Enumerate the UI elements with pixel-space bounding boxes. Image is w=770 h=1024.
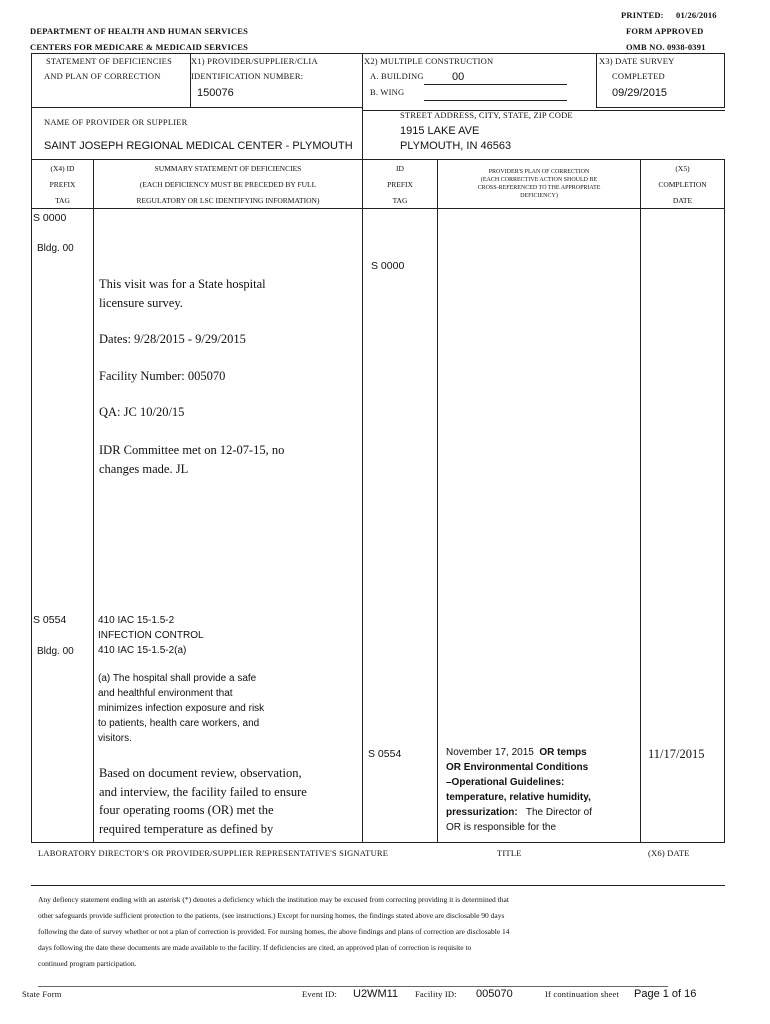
x4-id-header: (X4) ID PREFIX TAG [49, 164, 76, 205]
building-label: A. BUILDING [370, 71, 424, 81]
address-line-2: PLYMOUTH, IN 46563 [400, 140, 512, 152]
x1-identification-label: IDENTIFICATION NUMBER: [191, 71, 304, 81]
summary-statement-header: SUMMARY STATEMENT OF DEFICIENCIES (EACH DEFICIENCY MUST BE PRECEDED BY FULL REGULATORY OR LSC IDENTIFYING INFORMATION) [136, 164, 320, 205]
bldg-label: Bldg. 00 [37, 646, 74, 657]
x2-construction-label: X2) MULTIPLE CONSTRUCTION [364, 56, 494, 66]
omb-number: OMB NO. 0938-0391 [626, 42, 706, 52]
centers-title: CENTERS FOR MEDICARE & MEDICAID SERVICES [30, 42, 249, 52]
signature-label: LABORATORY DIRECTOR'S OR PROVIDER/SUPPLIER REPRESENTATIVE'S SIGNATURE [38, 848, 389, 858]
provider-id-value: 150076 [197, 87, 234, 99]
bldg-label: Bldg. 00 [37, 243, 74, 254]
title-label: TITLE [497, 848, 522, 858]
building-underline [424, 84, 567, 85]
form-approved: FORM APPROVED [626, 26, 704, 36]
state-form-label: State Form [22, 989, 62, 999]
printed-date: 01/26/2016 [676, 10, 717, 20]
wing-label: B. WING [370, 87, 405, 97]
address-line-1: 1915 LAKE AVE [400, 125, 480, 137]
disclaimer-text: Any defiency statement ending with an asterisk (*) denotes a deficiency which the institution may be excused from correcting providing it is determined that other safeguards provide sufficient protection to the patients. (see instructions.) Except for nursing homes, the findings stated above are disclosable 90 days following the date of survey whether or not a plan of correction is provided. For nursing homes, the above findings and plans of correction are disclosable 14 days following the date these documents are made available to the facility. If deficiencies are cited, an approved plan of correction is requisite to continued program participation. [38, 895, 510, 968]
page-number: Page 1 of 16 [634, 988, 697, 1000]
printed-label: PRINTED: [621, 10, 664, 20]
visit-statement: This visit was for a State hospital licensure survey. [99, 277, 266, 310]
provider-name-label: NAME OF PROVIDER OR SUPPLIER [44, 117, 188, 127]
plan-of-correction-text: November 17, 2015 OR temps OR Environmental Conditions –Operational Guidelines: temperature, relative humidity, pressurization: The Director of OR is responsible for the [446, 747, 592, 833]
x3-date-survey-label: X3) DATE SURVEY [599, 56, 675, 66]
wing-underline [424, 100, 567, 101]
completion-date: 11/17/2015 [648, 747, 705, 761]
signature-divider [31, 885, 725, 886]
tag-s0554: S 0554 [33, 614, 67, 626]
building-value: 00 [452, 71, 465, 83]
facility-id-label: Facility ID: [415, 989, 457, 999]
regulation-text: (a) The hospital shall provide a safe and healthful environment that minimizes infection exposure and risk to patients, health care workers, and visitors. [98, 673, 265, 744]
statement-label: STATEMENT OF DEFICIENCIES [46, 56, 173, 66]
department-title: DEPARTMENT OF HEALTH AND HUMAN SERVICES [30, 26, 249, 36]
plan-of-correction-header: PROVIDER'S PLAN OF CORRECTION (EACH CORRECTIVE ACTION SHOULD BE CROSS-REFERENCED TO THE APPROPRIATE DEFICIENCY) [477, 169, 601, 199]
tag-s0000-right: S 0000 [371, 260, 405, 272]
x5-completion-header: (X5) COMPLETION DATE [658, 164, 707, 205]
completed-label: COMPLETED [612, 71, 665, 81]
address-label: STREET ADDRESS, CITY, STATE, ZIP CODE [400, 110, 573, 120]
facility-number: Facility Number: 005070 [99, 369, 226, 383]
id-prefix-header: ID PREFIX TAG [387, 164, 413, 205]
regulation-reference: 410 IAC 15-1.5-2 INFECTION CONTROL 410 IAC 15-1.5-2(a) [98, 615, 204, 656]
findings-text: Based on document review, observation, and interview, the facility failed to ensure four operating rooms (OR) met the required temperature as defined by [99, 766, 307, 836]
qa-line: QA: JC 10/20/15 [99, 405, 185, 419]
idr-committee-note: IDR Committee met on 12-07-15, no changes made. JL [99, 443, 285, 476]
survey-date-value: 09/29/2015 [612, 87, 668, 99]
event-id-value: U2WM11 [353, 988, 399, 1000]
x1-provider-label: X1) PROVIDER/SUPPLIER/CLIA [191, 56, 318, 66]
event-id-label: Event ID: [302, 989, 338, 999]
tag-s0000: S 0000 [33, 212, 67, 224]
x6-date-label: (X6) DATE [648, 848, 690, 858]
facility-id-value: 005070 [476, 988, 513, 1000]
plan-of-correction-label: AND PLAN OF CORRECTION [44, 71, 161, 81]
provider-name-value: SAINT JOSEPH REGIONAL MEDICAL CENTER - PLYMOUTH [44, 140, 353, 152]
footer-divider [38, 986, 668, 987]
continuation-label: If continuation sheet [545, 989, 620, 999]
survey-dates: Dates: 9/28/2015 - 9/29/2015 [99, 332, 246, 346]
tag-s0554-right: S 0554 [368, 748, 402, 760]
